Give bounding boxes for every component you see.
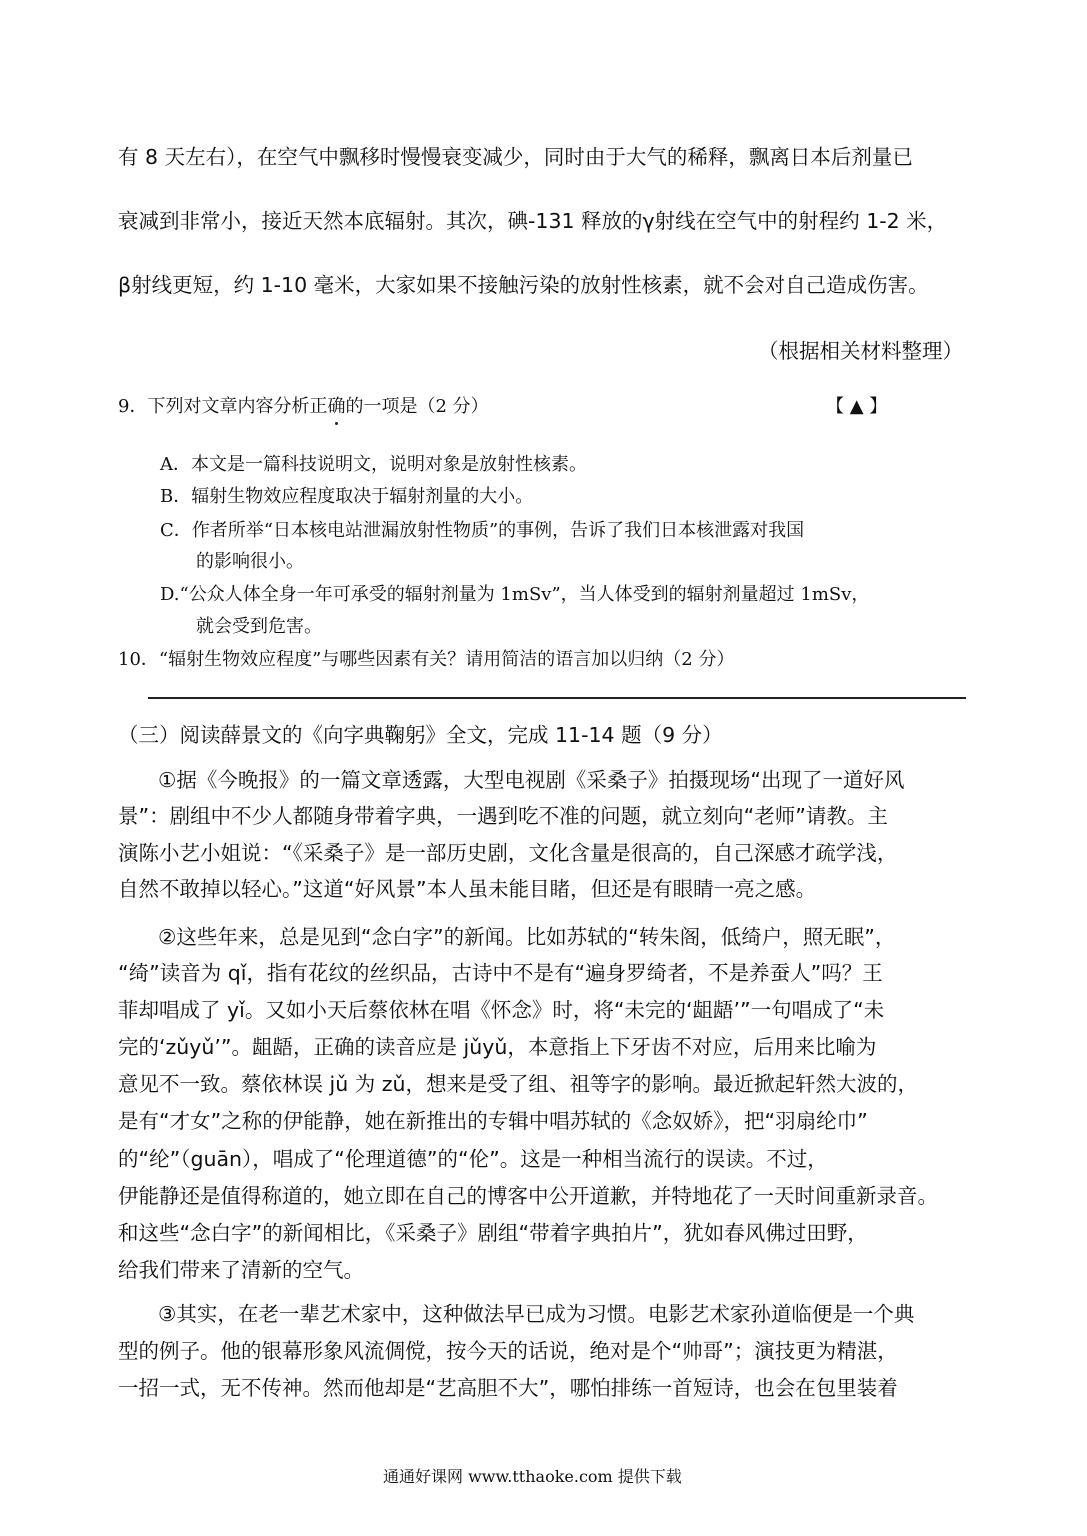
answer-line xyxy=(148,697,966,699)
section3-heading: （三）阅读薛景文的《向字典鞠躬》全文，完成 11-14 题（9 分） xyxy=(118,723,723,747)
p2-line-10: 给我们带来了清新的空气。 xyxy=(118,1258,364,1282)
intro-line-1: 有 8 天左右），在空气中飘移时慢慢衰变减少，同时由于大气的稀释，飘离日本后剂量已 xyxy=(118,145,913,169)
p2-line-4: 完的‘zǔyǔ’”。龃龉，正确的读音应是 jǔyǔ，本意指上下牙齿不对应，后用来比喻为 xyxy=(118,1035,877,1059)
p1-line-2: 景”：剧组中不少人都随身带着字典，一遇到吃不准的问题，就立刻向“老师”请教。主 xyxy=(118,804,888,828)
p3-line-1: ③其实，在老一辈艺术家中，这种做法早已成为习惯。电影艺术家孙道临便是一个典 xyxy=(158,1302,915,1326)
p3-line-2: 型的例子。他的银幕形象风流倜傥，按今天的话说，绝对是个“帅哥”；演技更为精湛， xyxy=(118,1339,898,1363)
p2-line-2: “绮”读音为 qǐ，指有花纹的丝织品，古诗中不是有“遍身罗绮者，不是养蚕人”吗？王 xyxy=(118,961,883,985)
q9-option-d-cont: 就会受到危害。 xyxy=(196,616,322,637)
q9-option-a: A．本文是一篇科技说明文，说明对象是放射性核素。 xyxy=(160,454,587,475)
p1-line-3: 演陈小艺小姐说：“《采桑子》是一部历史剧，文化含量是很高的，自己深感才疏学浅， xyxy=(118,841,898,865)
footer-credit: 通通好课网 www.tthaoke.com 提供下载 xyxy=(383,1467,682,1486)
q9-answer-box: 【 ▲ 】 xyxy=(826,396,888,417)
source-note: （根据相关材料整理） xyxy=(758,339,963,363)
p2-line-1: ②这些年来，总是见到“念白字”的新闻。比如苏轼的“转朱阁，低绮户，照无眠”， xyxy=(158,925,896,949)
intro-line-2: 衰减到非常小，接近天然本底辐射。其次，碘-131 释放的γ射线在空气中的射程约 1-2 米， xyxy=(118,209,948,233)
p2-line-9: 和这些“念白字”的新闻相比，《采桑子》剧组“带着字典拍片”，犹如春风佛过田野， xyxy=(118,1221,868,1245)
p1-line-4: 自然不敢掉以轻心。”这道“好风景”本人虽未能目睹，但还是有眼睛一亮之感。 xyxy=(118,877,817,901)
p2-line-6: 是有“才女”之称的伊能静，她在新推出的专辑中唱苏轼的《念奴娇》，把“羽扇纶巾” xyxy=(118,1109,868,1133)
q9-stem-after: 一项是（2 分） xyxy=(363,396,489,417)
intro-line-3: β射线更短，约 1-10 毫米，大家如果不接触污染的放射性核素，就不会对自己造成伤害。 xyxy=(118,273,929,297)
q10-stem: 10．“辐射生物效应程度”与哪些因素有关？请用简洁的语言加以归纳（2 分） xyxy=(118,649,735,670)
p2-line-3: 菲却唱成了 yǐ。又如小天后蔡依林在唱《怀念》时，将“未完的‘龃龉’”一句唱成了“未 xyxy=(118,998,885,1022)
q9-option-b: B．辐射生物效应程度取决于辐射剂量的大小。 xyxy=(160,486,534,507)
p3-line-3: 一招一式，无不传神。然而他却是“艺高胆不大”，哪怕排练一首短诗，也会在包里装着 xyxy=(118,1376,898,1400)
q9-stem-emphasis: 正确的 xyxy=(309,392,363,418)
q9-option-c-cont: 的影响很小。 xyxy=(196,551,304,572)
q9-stem-before: 9．下列对文章内容分析 xyxy=(118,396,310,417)
p2-line-5: 意见不一致。蔡依林误 jǔ 为 zǔ，想来是受了组、祖等字的影响。最近掀起轩然大波的， xyxy=(118,1072,918,1096)
q9-stem xyxy=(118,392,489,418)
p2-line-8: 伊能静还是值得称道的，她立即在自己的博客中公开道歉，并特地花了一天时间重新录音。 xyxy=(118,1184,938,1208)
p2-line-7: 的“纶”（guān），唱成了“伦理道德”的“伦”。这是一种相当流行的误读。不过， xyxy=(118,1147,828,1171)
p1-line-1: ①据《今晚报》的一篇文章透露，大型电视剧《采桑子》拍摄现场“出现了一道好风 xyxy=(158,768,905,792)
q9-option-d: D.“公众人体全身一年可承受的辐射剂量为 1mSv”，当人体受到的辐射剂量超过 1mSv， xyxy=(160,584,870,605)
q9-option-c: C．作者所举“日本核电站泄漏放射性物质”的事例，告诉了我们日本核泄露对我国 xyxy=(160,520,805,541)
